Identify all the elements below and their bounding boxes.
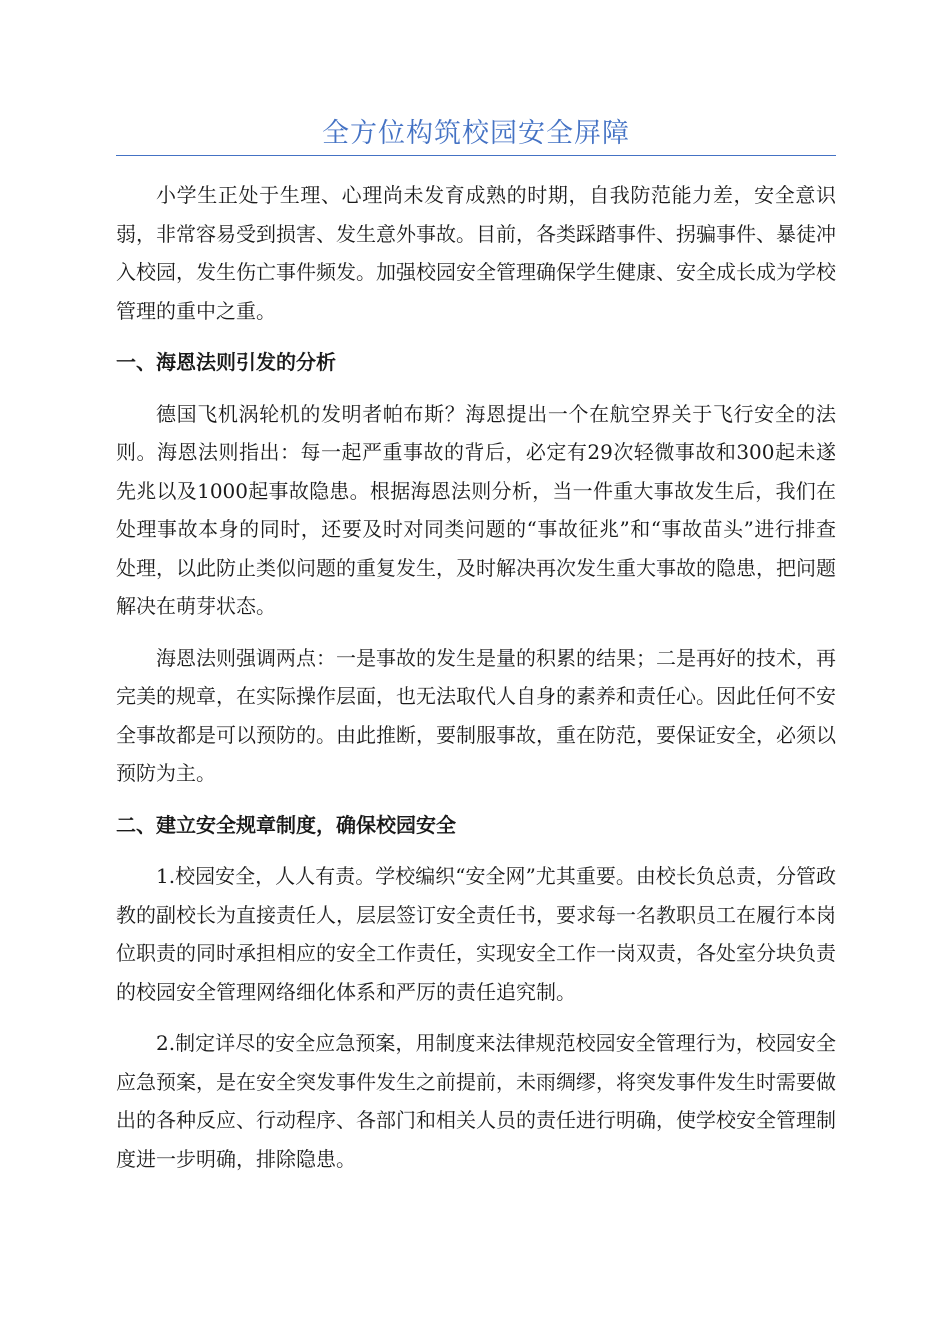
section2-paragraph-1: 1.校园安全，人人有责。学校编织“安全网”尤其重要。由校长负总责，分管政教的副校长为直接责任人，层层签订安全责任书，要求每一名教职员工在履行本岗位职责的同时承担相应的安全工作责任，实现安全工作一岗双责，各处室分块负责的校园安全管理网络细化体系和严厉的责任追究制。 <box>116 864 836 1004</box>
section2-paragraph-2: 2.制定详尽的安全应急预案，用制度来法律规范校园安全管理行为，校园安全应急预案，是在安全突发事件发生之前提前，未雨绸缪，将突发事件发生时需要做出的各种反应、行动程序、各部门和相关人员的责任进行明确，使学校安全管理制度进一步明确，排除隐患。 <box>116 1031 836 1171</box>
section1-paragraph-1: 德国飞机涡轮机的发明者帕布斯？海恩提出一个在航空界关于飞行安全的法则。海恩法则指出：每一起严重事故的背后，必定有29次轻微事故和300起未遂先兆以及1000起事故隐患。根据海恩法则分析，当一件重大事故发生后，我们在处理事故本身的同时，还要及时对同类问题的“事故征兆”和“事故苗头”进行排查处理，以此防止类似问题的重复发生，及时解决再次发生重大事故的隐患，把问题解决在萌芽状态。 <box>116 401 836 618</box>
section1-paragraph-2: 海恩法则强调两点：一是事故的发生是量的积累的结果；二是再好的技术，再完美的规章，在实际操作层面，也无法取代人自身的素养和责任心。因此任何不安全事故都是可以预防的。由此推断，要制服事故，重在防范，要保证安全，必须以预防为主。 <box>116 645 836 785</box>
document-body <box>116 176 836 1191</box>
document-title: 全方位构筑校园安全屏障 <box>322 118 630 149</box>
section-heading-1: 一、海恩法则引发的分析 <box>116 350 336 374</box>
title-underline <box>116 155 836 156</box>
intro-paragraph: 小学生正处于生理、心理尚未发育成熟的时期，自我防范能力差，安全意识弱，非常容易受到损害、发生意外事故。目前，各类踩踏事件、拐骗事件、暴徒冲入校园，发生伤亡事件频发。加强校园安全管理确保学生健康、安全成长成为学校管理的重中之重。 <box>116 183 836 323</box>
section-heading-2: 二、建立安全规章制度，确保校园安全 <box>116 812 456 837</box>
